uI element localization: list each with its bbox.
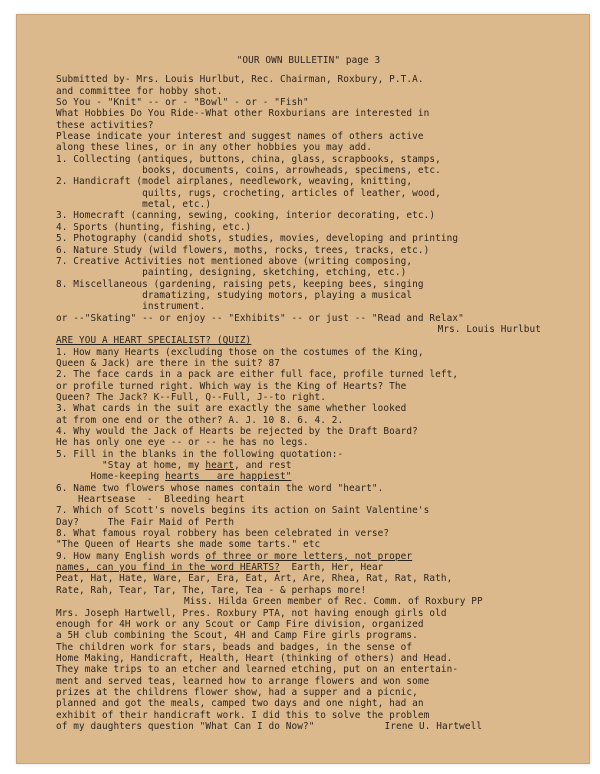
club-line-6: They make trips to an etcher and learned etching, put on an entertain- <box>56 664 459 676</box>
hobby-item-2a: 2. Handicraft (model airplanes, needlework, weaving, knitting, <box>56 176 413 188</box>
club-line-4: The children work for stars, beads and badges, in the sense of <box>56 641 413 653</box>
club-line-2: enough for 4H work or any Scout or Camp Fire division, organized <box>56 618 424 630</box>
hobby-item-3: 3. Homecraft (canning, sewing, cooking, interior decorating, etc.) <box>56 210 436 222</box>
club-line-5: Home Making, Handicraft, Health, Heart (thinking of others) and Head. <box>56 652 453 664</box>
along-line: along these lines, or in any other hobbies you may add. <box>56 142 372 154</box>
hobby-item-7a: 7. Creative Activities not mentioned above (writing composing, <box>56 255 413 267</box>
quiz-q2c: Queen? The Jack? K--Full, Q--Full, J--to right. <box>56 391 326 403</box>
club-miss-line: Miss. Hilda Green member of Rec. Comm. of Roxbury PP <box>184 596 483 608</box>
hobby-item-4: 4. Sports (hunting, fishing, etc.) <box>56 221 252 233</box>
committee-line: and committee for hobby shot. <box>56 85 223 97</box>
quiz-q2b: or profile turned right. Which way is the King of Hearts? The <box>56 380 407 392</box>
page-header: "OUR OWN BULLETIN" page 3 <box>236 55 381 66</box>
hobby-item-1b: books, documents, coins, arrowheads, specimens, etc. <box>56 165 441 177</box>
submitted-line: Submitted by- Mrs. Louis Hurlbut, Rec. Chairman, Roxbury, P.T.A. <box>56 74 424 86</box>
hobby-item-2c: metal, etc.) <box>56 199 212 211</box>
home-text: Home-keeping <box>90 471 166 483</box>
quiz-q6: 6. Name two flowers whose names contain the word "heart". <box>56 482 384 494</box>
activities-line: these activities? <box>56 119 154 131</box>
rest-text: , and rest <box>234 460 292 472</box>
daughter-question: of my daughters question "What Can I do Now?" <box>56 720 315 732</box>
hearts-blank: hearts are happiest" <box>165 471 292 483</box>
quiz-q5: 5. Fill in the blanks in the following quotation:- <box>56 448 344 460</box>
quiz-q5-stay <box>56 460 561 471</box>
hobby-item-5: 5. Photography (candid shots, studies, movies, developing and printing <box>56 233 459 245</box>
quiz-q9a <box>56 551 561 562</box>
club-line-3: a 5H club combining the Scout, 4H and Camp Fire girls programs. <box>56 630 418 642</box>
quiz-q4a: 4. Why would the Jack of Hearts be rejected by the Draft Board? <box>56 426 418 437</box>
hobby-section <box>56 74 561 335</box>
club-line-8: prizes at the childrens flower show, had a supper and a picnic, <box>56 686 418 698</box>
quiz-q5-home <box>56 471 561 482</box>
quiz-q9d: Rate, Rah, Tear, Tar, The, Tare, Tea - & perhaps more! <box>56 584 367 596</box>
club-section <box>56 596 561 732</box>
quiz-q1b: Queen & Jack) are there in the suit? 87 <box>56 357 281 369</box>
what-hobbies-line: What Hobbies Do You Ride--What other Roxburians are interested in <box>56 108 430 120</box>
quiz-q2a: 2. The face cards in a pack are either full face, profile turned left, <box>56 369 459 381</box>
hobby-item-2b: quilts, rugs, crocheting, articles of leather, wood, <box>56 187 441 199</box>
hobby-item-7b: painting, designing, sketching, etching, etc.) <box>56 267 407 279</box>
typed-page <box>56 55 561 732</box>
quiz-q9c: Peat, Hat, Hate, Ware, Ear, Era, Eat, Art, Are, Rhea, Rat, Rat, Rath, <box>56 573 453 585</box>
q9b-answer: Earth, Her, Hear <box>280 562 384 574</box>
quiz-q8b: "The Queen of Hearts she made some tarts." etc <box>56 539 321 551</box>
hobby-item-8b: dramatizing, studying motors, playing a musical <box>56 289 413 301</box>
q9-underlined: of three or more letters, not proper <box>205 550 413 562</box>
or-skating-line: or --"Skating" -- or enjoy -- "Exhibits" -- or just -- "Read and Relax" <box>56 312 464 324</box>
quiz-q9b <box>56 562 561 573</box>
club-line-10: exhibit of their handicraft work. I did this to solve the problem <box>56 709 430 721</box>
quiz-section <box>56 335 561 596</box>
hobby-item-8c: instrument. <box>56 301 206 313</box>
hobby-signature: Mrs. Louis Hurlbut <box>437 323 541 335</box>
club-line-11 <box>56 721 561 732</box>
quiz-q7a: 7. Which of Scott's novels begins its action on Saint Valentine's <box>56 505 430 517</box>
quiz-q3b: at from one end or the other? A. J. 10 8. 6. 4. 2. <box>56 414 344 426</box>
club-line-9: planned and got the meals, camped two days and one night, had an <box>56 698 424 710</box>
club-line-1: Mrs. Joseph Hartwell, Pres. Roxbury PTA, not having enough girls old <box>56 607 447 619</box>
quiz-title: ARE YOU A HEART SPECIALIST? (QUIZ) <box>56 335 252 347</box>
quiz-q1a: 1. How many Hearts (excluding those on the costumes of the King, <box>56 346 424 358</box>
quiz-q3a: 3. What cards in the suit are exactly the same whether looked <box>56 403 407 415</box>
club-signature: Irene U. Hartwell <box>384 720 483 732</box>
heart-blank: heart <box>205 460 235 472</box>
hobby-item-1a: 1. Collecting (antiques, buttons, china, glass, scrapbooks, stamps, <box>56 153 441 165</box>
hobby-item-6: 6. Nature Study (wild flowers, moths, rocks, trees, tracks, etc.) <box>56 244 430 256</box>
quiz-q7b: Day? The Fair Maid of Perth <box>56 516 235 528</box>
q9-text: 9. How many English words <box>56 550 206 562</box>
quiz-q4b: He has only one eye -- or -- he has no legs. <box>56 437 309 449</box>
club-line-7: ment and served teas, learned how to arrange flowers and won some <box>56 675 430 687</box>
quiz-q6-answer: Heartsease - Bleeding heart <box>78 494 245 506</box>
quiz-q8a: 8. What famous royal robbery has been celebrated in verse? <box>56 528 390 540</box>
hobby-item-8a: 8. Miscellaneous (gardening, raising pets, keeping bees, singing <box>56 278 424 290</box>
so-you-line: So You - "Knit" -- or - "Bowl" - or - "Fish" <box>56 97 309 109</box>
q9b-underlined: names, can you find in the word HEARTS? <box>56 562 281 574</box>
please-line: Please indicate your interest and suggest names of others active <box>56 131 424 143</box>
stay-text: "Stay at home, my <box>101 460 206 472</box>
